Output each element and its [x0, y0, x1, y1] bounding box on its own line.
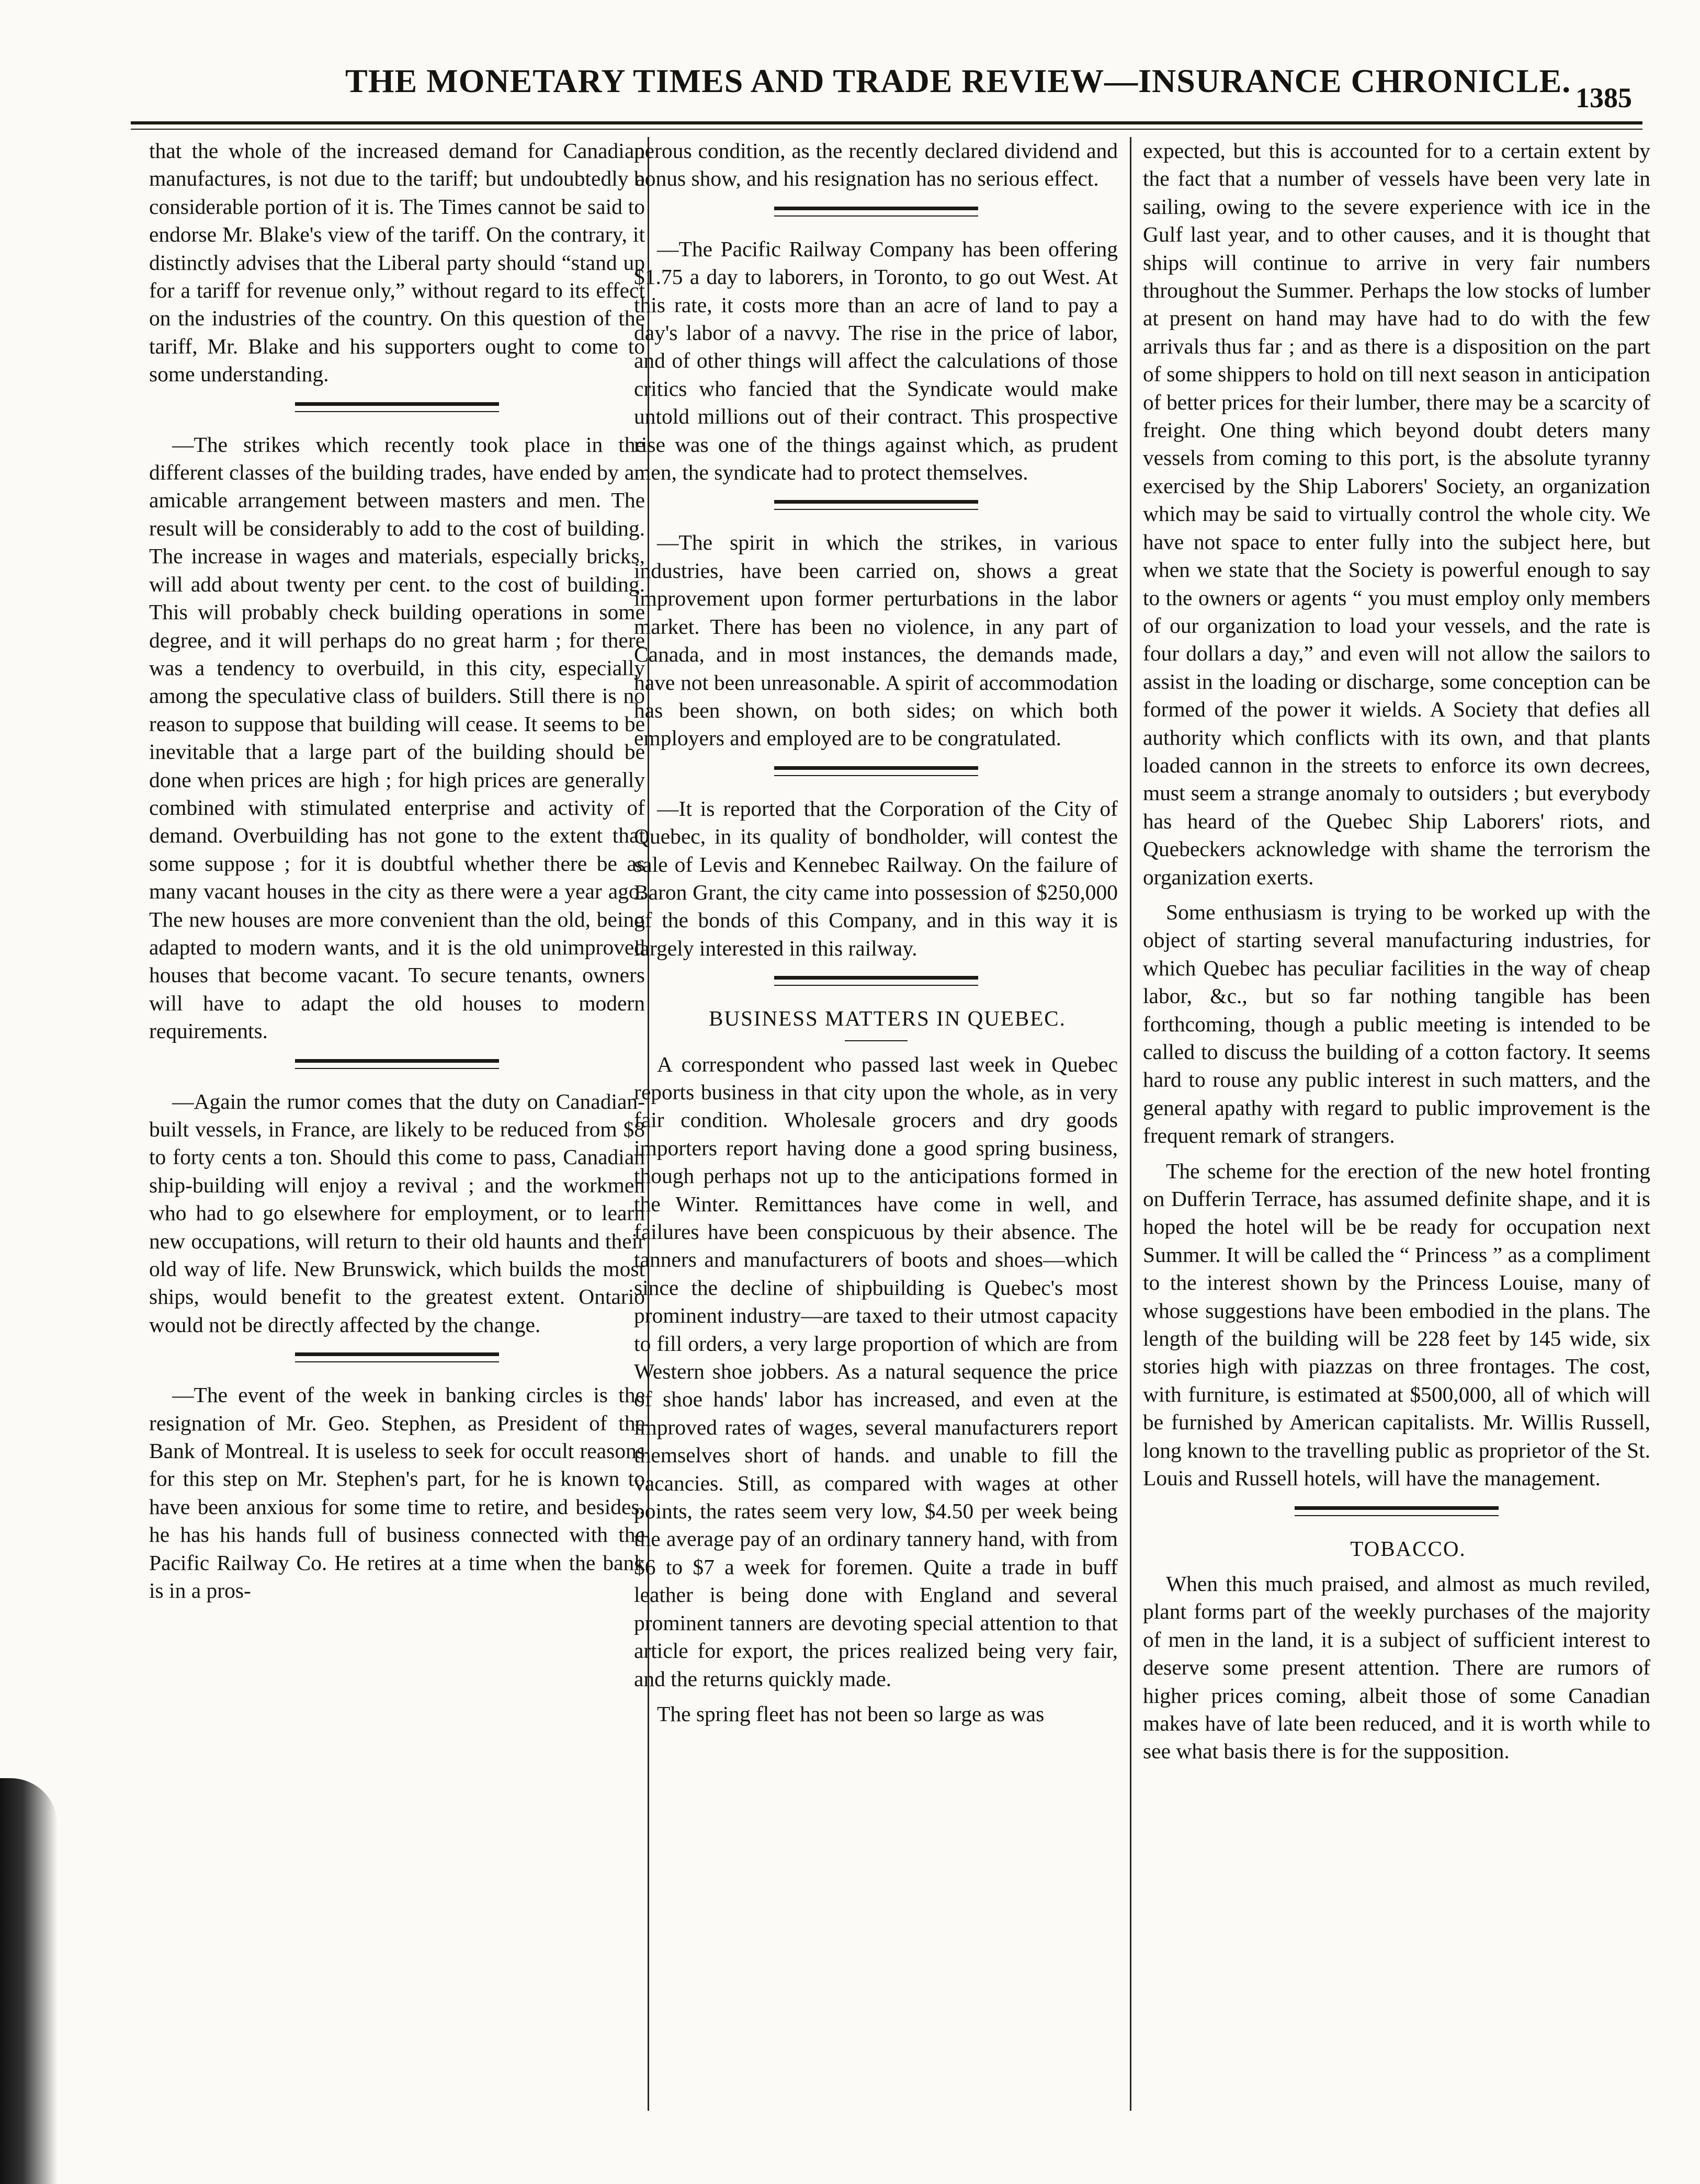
paragraph: —Again the rumor comes that the duty on Canadian-built vessels, in France, are likely to be reduced from $8 to forty cents a ton. Should this come to pass, Canadian ship-building will enjoy a revival ; and the workmen who had to go elsewhere for employment, or to learn new occupations, will return to their old haunts and their old way of life. New Brunswick, which builds the most ships, would benefit to the greatest extent. Ontario would not be directly affected by the change. — [149, 1089, 645, 1337]
column-2 — [634, 137, 1118, 2126]
section-separator — [295, 402, 499, 412]
paragraph: The scheme for the erection of the new hotel fronting on Dufferin Terrace, has assumed definite shape, and it is hoped the hotel will be be ready for occupation next Summer. It will be called the “ Princess ” as a compliment to the interest shown by the Princess Louise, many of whose suggestions have been embodied in the plans. The length of the building will be 228 feet by 145 wide, six stories high with piazzas on three frontages. The cost, with furniture, is estimated at $500,000, all of which will be furnished by American capitalists. Mr. Willis Russell, long known to the travelling public as proprietor of the St. Louis and Russell hotels, will have the management. — [1143, 1158, 1650, 1491]
page-header — [131, 62, 1653, 114]
column-3 — [1143, 137, 1650, 2126]
section-separator — [295, 1352, 499, 1362]
header-rule-thick — [131, 121, 1642, 124]
section-separator — [1295, 1506, 1499, 1516]
page-number: 1385 — [1576, 82, 1632, 113]
paragraph: —The spirit in which the strikes, in various industries, have been carried on, shows a great improvement upon former perturbations in the labor market. There has been no violence, in any part of Canada, and in most instances, the demands made, have not been unreasonable. A spirit of accommodation has been shown, on both sides; on which both employers and employed are to be congratulated. — [634, 530, 1118, 750]
paragraph: that the whole of the increased demand for Canadian manufactures, is not due to the tariff; but undoubtedly a considerable portion of it is. The Times cannot be said to endorse Mr. Blake's view of the tariff. On the contrary, it distinctly advises that the Liberal party should “stand up for a tariff for revenue only,” without regard to its effect on the industries of the country. On this question of the tariff, Mr. Blake and his supporters ought to come to some understanding. — [149, 139, 645, 386]
section-separator — [774, 976, 978, 986]
paragraph: A correspondent who passed last week in Quebec reports business in that city upon the whole, as in very fair condition. Wholesale grocers and dry goods importers report having done a good spring business, though perhaps not up to the anticipations formed in the Winter. Remittances have come in well, and failures have been conspicuous by their absence. The tanners and manufacturers of boots and shoes—which since the decline of shipbuilding is Quebec's most prominent industry—are taxed to their utmost capacity to fill orders, a very large proportion of which are from Western shoe jobbers. As a natural sequence the price of shoe hands' labor has increased, and even at the improved rates of wages, several manufacturers report themselves short of hands. and unable to fill the vacancies. Still, as compared with wages at other points, the rates seem very low, $4.50 per week being the average pay of an ordinary tannery hand, with from $6 to $7 a week for foremen. Quite a trade in buff leather is being done with England and several prominent tanners are devoting special attention to that article for export, the prices realized being very fair, and the returns quickly made. — [634, 1052, 1118, 1691]
section-separator — [774, 500, 978, 510]
section-separator — [295, 1059, 499, 1069]
column-1 — [149, 137, 645, 2126]
paragraph: —It is reported that the Corporation of the City of Quebec, in its quality of bondholder, will contest the sale of Levis and Kennebec Railway. On the failure of Baron Grant, the city came into possession of $250,000 of the bonds of this Company, and in this way it is largely interested in this railway. — [634, 796, 1118, 960]
section-heading: TOBACCO. — [1350, 1536, 1466, 1561]
section-separator — [774, 207, 978, 217]
paragraph: The spring fleet has not been so large as was — [657, 1701, 1045, 1726]
binding-edge-shadow — [0, 1778, 58, 2184]
paragraph: When this much praised, and almost as much reviled, plant forms part of the weekly purchases of the majority of men in the land, it is a subject of sufficient interest to deserve some present attention. There are rumors of higher prices coming, albeit those of some Canadian makes have of late been reduced, and it is worth while to see what basis there is for the supposition. — [1143, 1571, 1650, 1764]
section-heading: BUSINESS MATTERS IN QUEBEC. — [709, 1006, 1066, 1031]
paragraph: —The event of the week in banking circles is the resignation of Mr. Geo. Stephen, as President of the Bank of Montreal. It is useless to seek for occult reasons for this step on Mr. Stephen's part, for he is known to have been anxious for some time to retire, and besides, he has his hands full of business connected with the Pacific Railway Co. He retires at a time when the bank is in a pros- — [149, 1383, 645, 1603]
paragraph: perous condition, as the recently declared dividend and bonus show, and his resignation has no serious effect. — [634, 139, 1118, 191]
paragraph: Some enthusiasm is trying to be worked up with the object of starting several manufacturing industries, for which Quebec has peculiar facilities in the way of cheap labor, &c., but so far nothing tangible has been forthcoming, though a public meeting is intended to be called to discuss the building of a cotton factory. It seems hard to rouse any public interest in such matters, and the general apathy with regard to public improvement is the frequent remark of strangers. — [1143, 900, 1650, 1148]
column-divider-2 — [1130, 137, 1131, 2111]
paragraph: —The Pacific Railway Company has been offering $1.75 a day to laborers, in Toronto, to go out West. At this rate, it costs more than an acre of land to pay a day's labor of a navvy. The rise in the price of labor, and of other things will affect the calculations of those critics who fancied that the Syndicate would make untold millions out of their contract. This prospective rise was one of the things against which, as prudent men, the syndicate had to protect themselves. — [634, 236, 1118, 485]
paragraph: —The strikes which recently took place in the different classes of the building trades, have ended by an amicable arrangement between masters and men. The result will be considerably to add to the cost of building. The increase in wages and materials, especially bricks, will add about twenty per cent. to the cost of building. This will probably check building operations in some degree, and it will perhaps do no great harm ; for there was a tendency to overbuild, in this city, especially among the speculative class of builders. Still there is no reason to suppose that building will cease. It seems to be inevitable that a large part of the building should be done when prices are high ; for high prices are generally combined with stimulated enterprise and activity of demand. Overbuilding has not gone to the extent that some suppose ; for it is doubtful whether there be as many vacant houses in the city as there were a year ago. The new houses are more convenient than the old, being adapted to modern wants, and it is the old unimproved houses that become vacant. To secure tenants, owners will have to adapt the old houses to modern requirements. — [149, 432, 645, 1043]
section-separator — [774, 766, 978, 776]
heading-dash — [845, 1040, 908, 1041]
running-title: THE MONETARY TIMES AND TRADE REVIEW—INSURANCE CHRONICLE. — [345, 62, 1571, 99]
paragraph: expected, but this is accounted for to a certain extent by the fact that a number of vessels have been very late in sailing, owing to the severe experience with ice in the Gulf last year, and to other causes, and it is thought that ships will continue to arrive in very fair numbers throughout the Summer. Perhaps the low stocks of lumber at present on hand may have had to do with the few arrivals thus far ; and as there is a disposition on the part of some shippers to hold on till next season in anticipation of better prices for their lumber, there may be a scarcity of freight. One thing which beyond doubt deters many vessels from coming to this port, is the absolute tyranny exercised by the Ship Laborers' Society, an organization which may be said to virtually control the whole city. We have not space to enter fully into the subject here, but when we state that the Society is powerful enough to say to the owners or agents “ you must employ only members of our organization to load your vessels, and the rate is four dollars a day,” and even will not allow the sailors to assist in the loading or discharge, some conception can be formed of the power it wields. A Society that defies all authority which conflicts with its own, and that plants loaded cannon in the streets to enforce its own decrees, must seem a strange anomaly to outsiders ; but everybody has heard of the Quebec Ship Laborers' riots, and Quebeckers acknowledge with shame the terrorism the organization exerts. — [1143, 139, 1650, 889]
header-rule-thin — [131, 129, 1642, 130]
